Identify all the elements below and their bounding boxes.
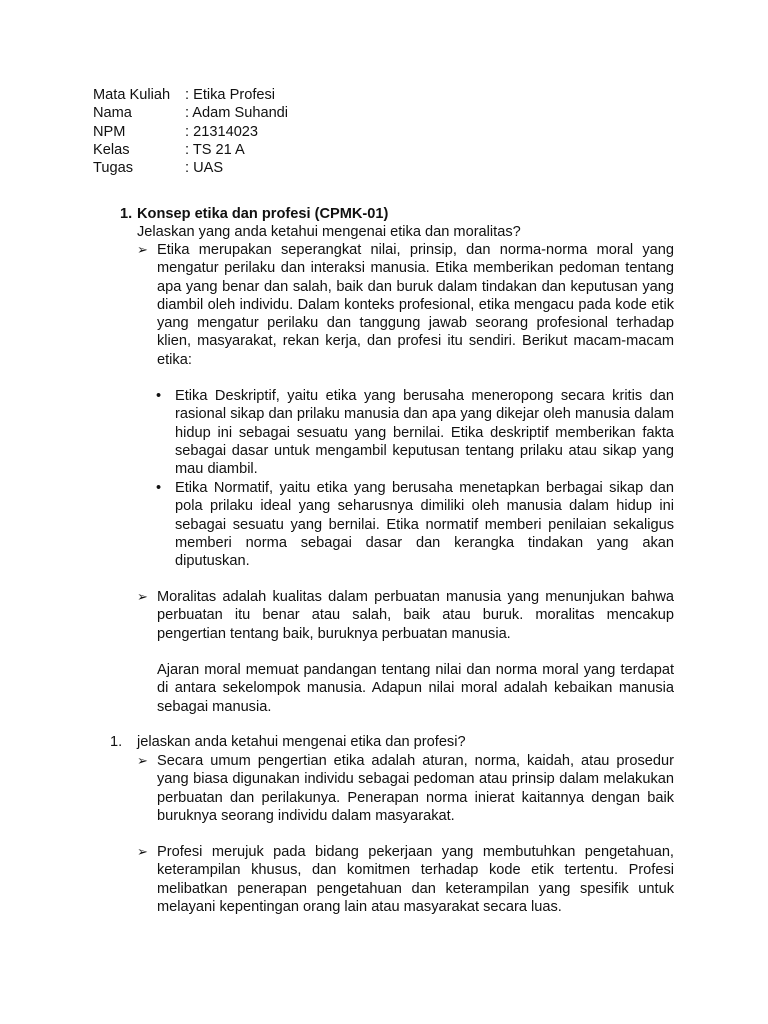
header-row-name — [93, 104, 288, 122]
name-value: : Adam Suhandi — [185, 105, 289, 122]
section1-paragraph-ajaran-moral: Ajaran moral memuat pandangan tentang nilai dan norma moral yang terdapat di antara sekelompok manusia. Adapun nilai moral adalah kebaikan manusia sebagai manusia. — [157, 662, 674, 715]
header-row-course — [93, 86, 288, 104]
bullet-etika-deskriptif-text: Etika Deskriptif, yaitu etika yang berusaha meneropong secara kritis dan rasional sikap dan prilaku manusia dan apa yang dikejar oleh manusia dalam hidup ini sebagai sesuatu yang bernilai. Etika deskriptif memberikan fakta sebagai dasar untuk mengambil keputusan tentang prilaku atau sikap yang mau diambil. — [175, 388, 674, 478]
bullet-dot-icon: • — [156, 480, 162, 496]
course-value: : Etika Profesi — [185, 87, 276, 103]
class-label: Kelas — [93, 141, 130, 158]
header-row-class — [93, 141, 288, 159]
bullet-etika-normatif — [156, 479, 674, 570]
name-label: Nama — [93, 105, 132, 122]
course-label: Mata Kuliah — [93, 87, 171, 103]
bullet-dot-icon: • — [156, 388, 162, 404]
section2-question: jelaskan anda ketahui mengenai etika dan profesi? — [137, 734, 466, 750]
task-label: Tugas — [93, 160, 134, 177]
arrow-bullet-icon: ➢ — [137, 242, 148, 257]
bullet-etika-deskriptif — [156, 387, 674, 478]
section2-point-etika-text: Secara umum pengertian etika adalah aturan, norma, kaidah, atau prosedur yang biasa digunakan individu sebagai pedoman atau prinsip dalam melakukan perbuatan dan perilakunya. Penerapan norma inierat kaitannya dengan baik buruknya seorang individu dalam masyarakat. — [157, 753, 674, 824]
section1-point-etika-text: Etika merupakan seperangkat nilai, prinsip, dan norma-norma moral yang mengatur perilaku dan interaksi manusia. Etika memberikan pedoman tentang apa yang benar dan salah, baik dan buruk dalam tindakan dan keputusan yang diambil oleh individu. Dalam konteks profesional, etika mengacu pada kode etik yang mengatur perilaku dan tanggung jawab seorang profesional terhadap klien, masyarakat, rekan kerja, dan profesi itu sendiri. Berikut macam-macam etika: — [157, 242, 674, 368]
header-row-task — [93, 159, 288, 177]
class-value: : TS 21 A — [185, 141, 245, 158]
arrow-bullet-icon: ➢ — [137, 844, 148, 859]
arrow-bullet-icon: ➢ — [137, 589, 148, 604]
header-info — [93, 86, 288, 177]
task-value: : UAS — [185, 160, 224, 177]
section2-number: 1. — [110, 734, 123, 750]
section1-title: Konsep etika dan profesi (CPMK-01) — [137, 206, 389, 222]
bullet-etika-normatif-text: Etika Normatif, yaitu etika yang berusaha menetapkan berbagai sikap dan pola prilaku ideal yang seharusnya dimiliki oleh manusia dalam hidup ini sebagai sesuatu yang bernilai. Etika normatif memberi penilaian sekaligus memberi norma sebagai dasar dan kerangka tindakan yang akan diputuskan. — [175, 480, 674, 570]
section1-point-moralitas-text: Moralitas adalah kualitas dalam perbuatan manusia yang menunjukan bahwa perbuatan itu benar atau salah, baik atau buruk. moralitas mencakup pengertian tentang baik, buruknya perbuatan manusia. — [157, 589, 674, 642]
section1-question: Jelaskan yang anda ketahui mengenai etika dan moralitas? — [137, 224, 521, 240]
section1-number: 1. — [120, 206, 133, 222]
section1-point-etika — [137, 241, 674, 369]
section2-point-profesi — [137, 843, 674, 916]
arrow-bullet-icon: ➢ — [137, 753, 148, 768]
section1-point-moralitas — [137, 588, 674, 643]
section2-point-etika — [137, 752, 674, 825]
header-row-npm — [93, 123, 288, 141]
npm-value: : 21314023 — [185, 123, 259, 140]
npm-label: NPM — [93, 123, 126, 140]
section2-point-profesi-text: Profesi merujuk pada bidang pekerjaan yang membutuhkan pengetahuan, keterampilan khusus, dan komitmen terhadap kode etik tertentu. Profesi melibatkan penerapan pengetahuan dan keterampilan yang spesifik untuk melayani kepentingan orang lain atau masyarakat secara luas. — [157, 844, 674, 915]
